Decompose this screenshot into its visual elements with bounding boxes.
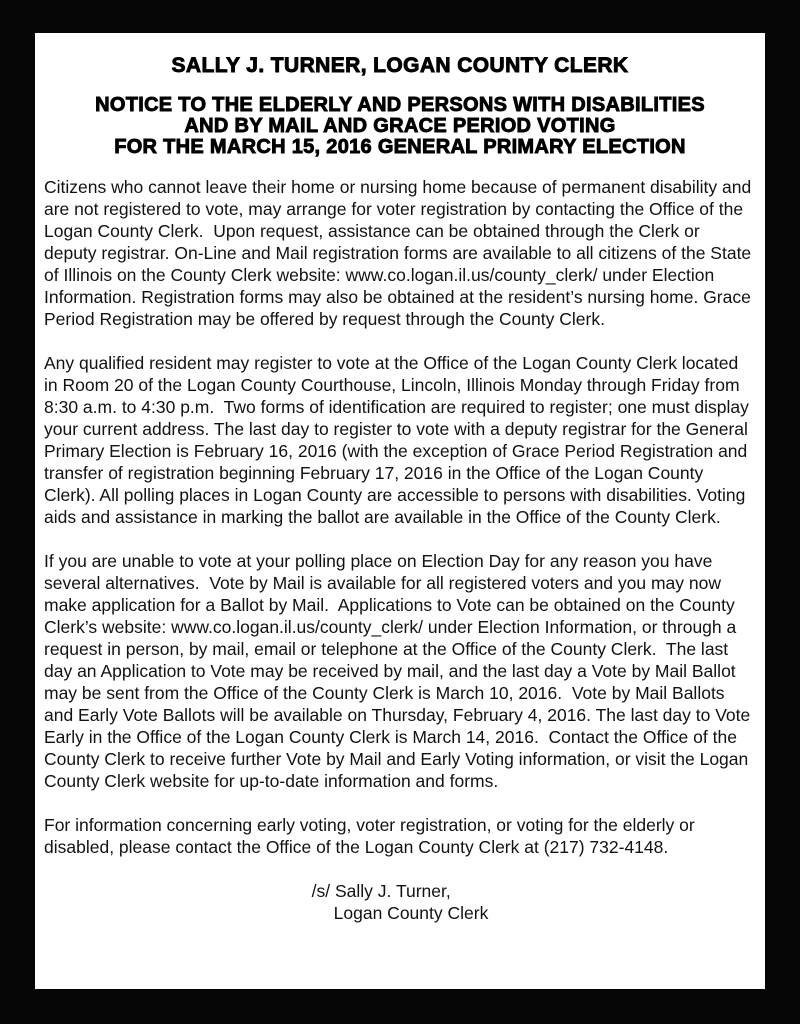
- notice-paragraph-register-in-person: Any qualified resident may register to vote at the Office of the Logan County Clerk located in Room 20 of the Logan County Courthouse, Lincoln, Illinois Monday through Friday from 8:30 a.m. to 4:30 p.m. Two forms of identification are required to register; one must display your current address. The last day to register to vote with a deputy registrar for the General Primary Election is February 16, 2016 (with the exception of Grace Period Registration and transfer of registration beginning February 17, 2016 in the Office of the Logan County Clerk). All polling places in Logan County are accessible to persons with disabilities. Voting aids and assistance in marking the ballot are available in the Office of the County Clerk.: [44, 353, 754, 527]
- notice-heading-line2: AND BY MAIL AND GRACE PERIOD VOTING: [184, 115, 616, 137]
- notice-paragraph-registration: Citizens who cannot leave their home or nursing home because of permanent disability and are not registered to vote, may arrange for voter registration by contacting the Office of the Logan County Clerk. Upon request, assistance can be obtained through the Clerk or deputy registrar. On-Line and Mail registration forms are available to all citizens of the State of Illinois on the County Clerk website: www.co.logan.il.us/county_clerk/ under Election Information. Registration forms may also be obtained at the resident’s nursing home. Grace Period Registration may be offered by request through the County Clerk.: [44, 177, 757, 329]
- notice-heading-line3: FOR THE MARCH 15, 2016 GENERAL PRIMARY ELECTION: [114, 136, 686, 158]
- signature-block: [44, 880, 756, 924]
- notice-paragraph-contact-info: For information concerning early voting, voter registration, or voting for the elderly or disabled, please contact the Office of the Logan County Clerk at (217) 732-4148.: [44, 815, 700, 857]
- signature-title: Logan County Clerk: [333, 903, 489, 923]
- signature-name: /s/ Sally J. Turner,: [311, 881, 451, 901]
- page-title: SALLY J. TURNER, LOGAN COUNTY CLERK: [171, 54, 629, 77]
- notice-heading-line1: NOTICE TO THE ELDERLY AND PERSONS WITH DISABILITIES: [95, 94, 705, 116]
- notice-heading: [44, 95, 756, 158]
- signature-inner: [312, 880, 489, 924]
- notice-document: [35, 33, 765, 989]
- notice-paragraph-vote-by-mail: If you are unable to vote at your polling place on Election Day for any reason you have several alternatives. Vote by Mail is available for all registered voters and you may now make application for a Ballot by Mail. Applications to Vote can be obtained on the County Clerk’s website: www.co.logan.il.us/county_clerk/ under Election Information, or through a request in person, by mail, email or telephone at the Office of the County Clerk. The last day an Application to Vote may be received by mail, and the last day a Vote by Mail Ballot may be sent from the Office of the County Clerk is March 10, 2016. Vote by Mail Ballots and Early Vote Ballots will be available on Thursday, February 4, 2016. The last day to Vote Early in the Office of the Logan County Clerk is March 14, 2016. Contact the Office of the County Clerk to receive further Vote by Mail and Early Voting information, or visit the Logan County Clerk website for up-to-date information and forms.: [44, 551, 756, 791]
- notice-body: [44, 176, 756, 858]
